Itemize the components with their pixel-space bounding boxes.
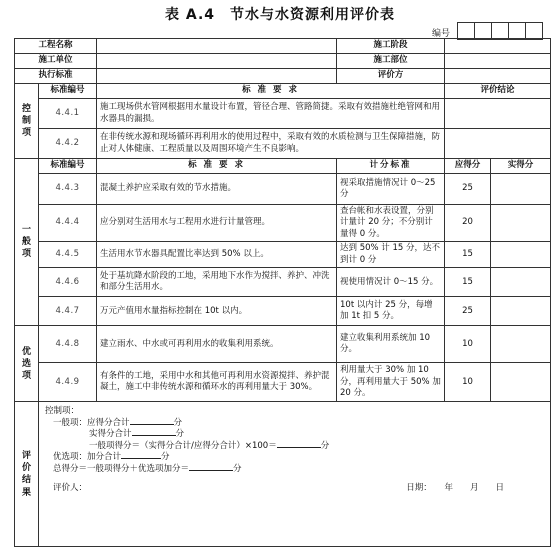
standard-code: 4.4.1	[39, 99, 97, 129]
table-row	[15, 242, 551, 268]
scoring-standard: 10t 以内计 25 分，每增加 1t 扣 5 分。	[337, 297, 445, 326]
project-name-label: 工程名称	[15, 39, 97, 54]
table-row	[15, 129, 551, 159]
control-col-code: 标准编号	[39, 84, 97, 99]
requirement-text: 处于基坑降水阶段的工地，采用地下水作为搅拌、养护、冲洗和部分生活用水。	[97, 268, 337, 297]
date-label: 日期： 年 月 日	[406, 483, 505, 494]
code-box[interactable]	[474, 23, 491, 39]
general-col-score: 应得分	[445, 159, 491, 174]
standard-code: 4.4.8	[39, 326, 97, 363]
actual-score-cell[interactable]	[491, 326, 551, 363]
standard-value[interactable]	[97, 69, 337, 84]
table-row	[15, 205, 551, 242]
unit-label: 分	[173, 417, 183, 428]
requirement-text: 混凝土养护应采取有效的节水措施。	[97, 174, 337, 205]
requirement-text: 有条件的工地，采用中水和其他可再利用水资源搅拌、养护混凝土，施工中非传统水源和循环水的再利用量大于 30%。	[97, 363, 337, 402]
actual-score-cell[interactable]	[491, 205, 551, 242]
evaluation-section-label: 评价结果	[15, 402, 39, 547]
unit-label: 分	[161, 452, 170, 463]
eval-total-label: 总得分＝一般项得分＋优选项加分＝	[53, 463, 190, 474]
scoring-standard: 达到 50% 计 15 分，达不到计 0 分	[337, 242, 445, 268]
due-score: 10	[445, 363, 491, 402]
eval-general-score	[45, 441, 544, 452]
construction-unit-label: 施工单位	[15, 54, 97, 69]
table-row	[15, 326, 551, 363]
due-score: 20	[445, 205, 491, 242]
standard-code: 4.4.7	[39, 297, 97, 326]
construction-part-label: 施工部位	[337, 54, 445, 69]
requirement-text: 施工现场供水管网根据用水量设计布置，管径合理、管路简捷。采取有效措施杜绝管网和用水器具的漏损。	[97, 99, 445, 129]
due-score: 15	[445, 268, 491, 297]
construction-part-value[interactable]	[445, 54, 551, 69]
general-section-label: 一般项	[15, 159, 39, 326]
actual-score-cell[interactable]	[491, 242, 551, 268]
control-col-result: 评价结论	[445, 84, 551, 99]
evaluator-label: 评价人：	[53, 483, 88, 494]
evaluation-table	[14, 38, 551, 547]
actual-total-blank[interactable]	[132, 435, 176, 436]
scoring-standard: 视采取措施情况计 0～25 分	[337, 174, 445, 205]
optional-section-label: 优选项	[15, 326, 39, 402]
unit-label: 分	[233, 463, 242, 474]
eval-general-actual	[45, 429, 544, 440]
construction-stage-value[interactable]	[445, 39, 551, 54]
actual-score-cell[interactable]	[491, 363, 551, 402]
due-score: 25	[445, 297, 491, 326]
total-score-blank[interactable]	[189, 470, 233, 471]
control-col-req: 标 准 要 求	[97, 84, 445, 99]
result-cell[interactable]	[445, 99, 551, 129]
requirement-text: 建立雨水、中水或可再利用水的收集利用系统。	[97, 326, 337, 363]
scoring-standard: 利用量大于 30% 加 10 分，再利用量大于 50% 加 20 分。	[337, 363, 445, 402]
eval-general-due	[45, 418, 544, 429]
requirement-text: 生活用水节水器具配置比率达到 50% 以上。	[97, 242, 337, 268]
table-row	[15, 99, 551, 129]
standard-code: 4.4.5	[39, 242, 97, 268]
general-col-code: 标准编号	[39, 159, 97, 174]
table-row	[15, 363, 551, 402]
due-score: 10	[445, 326, 491, 363]
scoring-standard: 查台帐和水表设置，分别计量计 20 分；不分别计量得 0 分。	[337, 205, 445, 242]
due-score: 15	[445, 242, 491, 268]
code-box[interactable]	[458, 23, 474, 39]
standard-code: 4.4.6	[39, 268, 97, 297]
evaluation-result	[39, 402, 551, 547]
due-total-blank[interactable]	[130, 424, 174, 425]
requirement-text: 万元产值用水量指标控制在 10t 以内。	[97, 297, 337, 326]
page-title: 表 A.4 节水与水资源利用评价表	[164, 7, 396, 23]
general-col-actual: 实得分	[491, 159, 551, 174]
eval-optional	[45, 452, 544, 463]
code-box[interactable]	[508, 23, 525, 39]
eval-actual-label: 实得分合计	[89, 429, 132, 440]
table-row	[15, 297, 551, 326]
table-row	[15, 268, 551, 297]
project-name-value[interactable]	[97, 39, 337, 54]
eval-optional-label: 优选项：加分合计	[53, 452, 122, 463]
general-col-req: 标 准 要 求	[97, 159, 337, 174]
scoring-standard: 建立收集利用系统加 10 分。	[337, 326, 445, 363]
actual-score-cell[interactable]	[491, 268, 551, 297]
requirement-text: 在非传统水源和现场循环再利用水的使用过程中，采取有效的水质检测与卫生保障措施，防止对人体健康、工程质量以及周围环境产生不良影响。	[97, 129, 445, 159]
general-col-std: 计分标准	[337, 159, 445, 174]
eval-due-label: 应得分合计	[87, 417, 130, 428]
standard-code: 4.4.4	[39, 205, 97, 242]
actual-score-cell[interactable]	[491, 174, 551, 205]
due-score: 25	[445, 174, 491, 205]
unit-label: 分	[320, 440, 330, 451]
code-box[interactable]	[491, 23, 508, 39]
control-section-label: 控制项	[15, 84, 39, 159]
unit-label: 分	[175, 429, 185, 440]
optional-total-blank[interactable]	[121, 458, 161, 459]
general-score-blank[interactable]	[277, 447, 321, 448]
eval-control: 控制项：	[45, 406, 80, 417]
construction-stage-label: 施工阶段	[337, 39, 445, 54]
code-label: 编号	[432, 29, 451, 39]
standard-label: 执行标准	[15, 69, 97, 84]
eval-general-score-label: 一般项得分＝（实得分合计/应得分合计）×100＝	[89, 440, 277, 451]
actual-score-cell[interactable]	[491, 297, 551, 326]
code-box[interactable]	[525, 23, 542, 39]
scoring-standard: 视使用情况计 0～15 分。	[337, 268, 445, 297]
eval-total	[45, 464, 544, 475]
evaluator-party-value[interactable]	[445, 69, 551, 84]
eval-general-label: 一般项：	[53, 417, 88, 428]
signature-line	[45, 483, 544, 494]
standard-code: 4.4.3	[39, 174, 97, 205]
result-cell[interactable]	[445, 129, 551, 159]
construction-unit-value[interactable]	[97, 54, 337, 69]
requirement-text: 应分别对生活用水与工程用水进行计量管理。	[97, 205, 337, 242]
table-row	[15, 174, 551, 205]
evaluator-party-label: 评价方	[337, 69, 445, 84]
standard-code: 4.4.2	[39, 129, 97, 159]
standard-code: 4.4.9	[39, 363, 97, 402]
